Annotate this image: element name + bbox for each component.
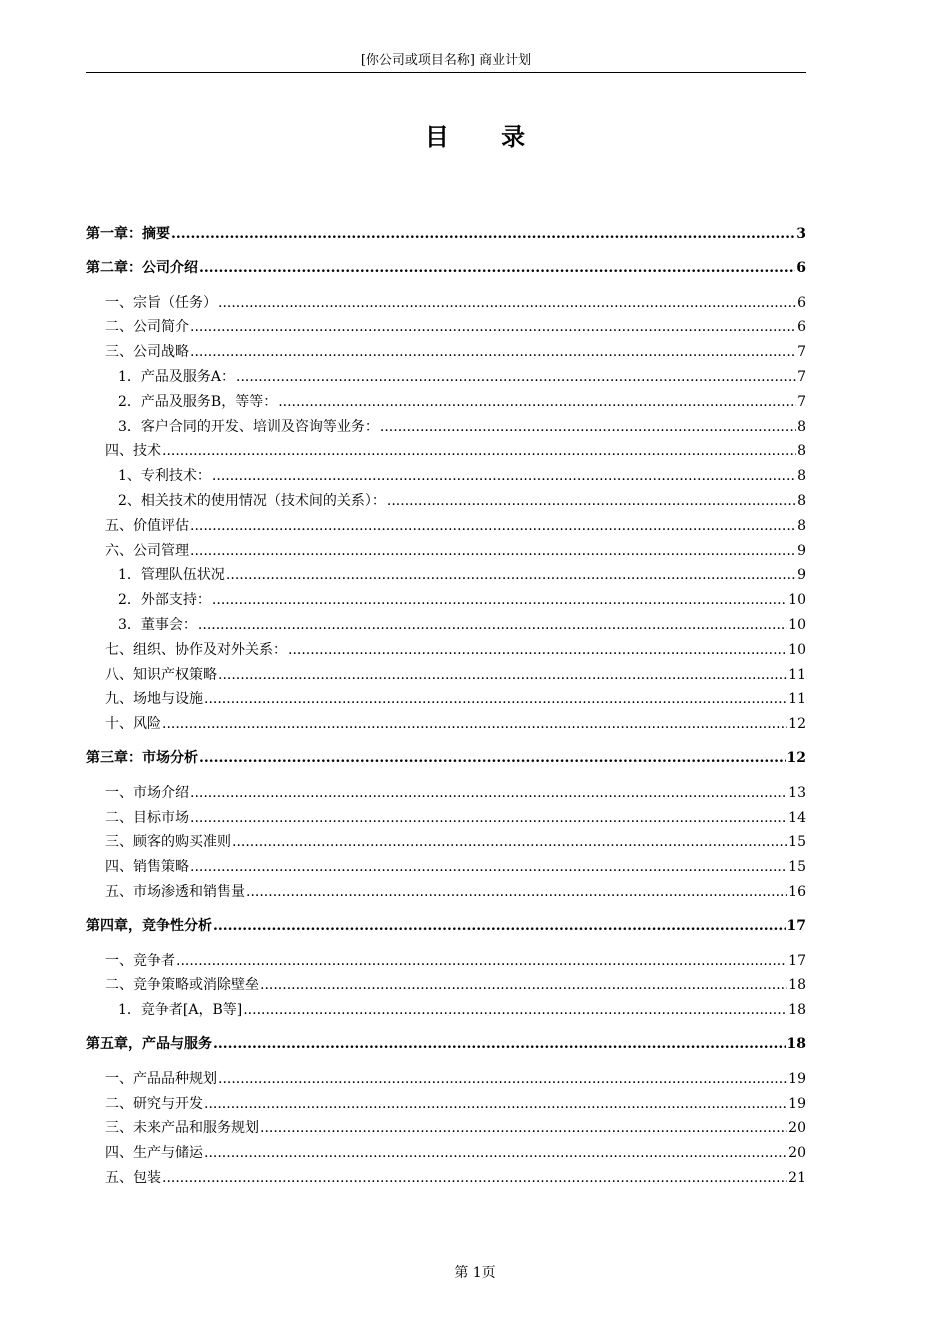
- toc-entry-page-number: 17: [786, 918, 806, 935]
- toc-chapter-entry[interactable]: [86, 1032, 806, 1057]
- toc-entry-label: 一、市场介绍: [105, 784, 189, 801]
- dot-leader: [243, 998, 787, 1023]
- toc-entry[interactable]: [86, 613, 806, 638]
- toc-entry-page-number: 18: [788, 1002, 806, 1019]
- toc-entry[interactable]: [86, 415, 806, 440]
- toc-entry[interactable]: [86, 464, 806, 489]
- toc-entry-page-number: 7: [797, 344, 806, 361]
- header-rule: [86, 72, 806, 73]
- dot-leader: [171, 222, 795, 247]
- dot-leader: [288, 638, 787, 663]
- dot-leader: [218, 1067, 787, 1092]
- toc-entry-page-number: 12: [786, 750, 806, 767]
- dot-leader: [260, 1116, 787, 1141]
- toc-entry-label: 五、价值评估: [105, 517, 189, 534]
- toc-entry-label: 三、顾客的购买准则: [105, 834, 231, 851]
- toc-entry-label: 四、生产与储运: [105, 1145, 203, 1162]
- dot-leader: [190, 781, 787, 806]
- toc-entry-label: 四、销售策略: [105, 859, 189, 876]
- toc-entry-page-number: 10: [788, 641, 806, 658]
- dot-leader: [204, 1092, 787, 1117]
- dot-leader: [190, 855, 787, 880]
- toc-entry-label: 1．管理队伍状况: [118, 567, 225, 584]
- toc-entry-page-number: 20: [788, 1145, 806, 1162]
- toc-entry[interactable]: [86, 998, 806, 1023]
- toc-entry-page-number: 8: [797, 418, 806, 435]
- dot-leader: [198, 613, 787, 638]
- toc-entry-label: 一、产品品种规划: [105, 1070, 217, 1087]
- toc-entry-page-number: 13: [788, 784, 806, 801]
- toc-entry[interactable]: [86, 588, 806, 613]
- toc-entry-label: 四、技术: [105, 443, 161, 460]
- dot-leader: [190, 315, 796, 340]
- toc-entry[interactable]: [86, 365, 806, 390]
- toc-entry-page-number: 7: [797, 368, 806, 385]
- toc-chapter-entry[interactable]: [86, 222, 806, 247]
- toc-entry-page-number: 9: [797, 542, 806, 559]
- toc-entry-label: 三、未来产品和服务规划: [105, 1120, 259, 1137]
- toc-entry-label: 1．竞争者[A，B等]: [118, 1002, 243, 1019]
- toc-entry-page-number: 10: [788, 616, 806, 633]
- toc-entry-label: 第五章，产品与服务: [86, 1036, 212, 1053]
- toc-entry[interactable]: [86, 855, 806, 880]
- page-footer: 第 1页: [454, 1265, 496, 1281]
- toc-entry-label: 一、竞争者: [105, 952, 175, 969]
- toc-entry-label: 3．客户合同的开发、培训及咨询等业务：: [118, 418, 379, 435]
- dot-leader: [190, 806, 787, 831]
- toc-entry-label: 二、竞争策略或消除壁垒: [105, 977, 259, 994]
- toc-entry-page-number: 6: [797, 319, 806, 336]
- toc-entry-page-number: 19: [788, 1095, 806, 1112]
- toc-entry-page-number: 21: [788, 1169, 806, 1186]
- dot-leader: [218, 663, 787, 688]
- toc-entry-page-number: 12: [788, 716, 806, 733]
- toc-entry[interactable]: [86, 880, 806, 905]
- toc-entry-label: 3．董事会：: [118, 616, 197, 633]
- dot-leader: [190, 340, 796, 365]
- toc-chapter-entry[interactable]: [86, 256, 806, 281]
- toc-entry-page-number: 8: [797, 492, 806, 509]
- toc-entry-label: 六、公司管理: [105, 542, 189, 559]
- toc-entry-label: 十、风险: [105, 716, 161, 733]
- toc-entry[interactable]: [86, 1116, 806, 1141]
- dot-leader: [246, 880, 787, 905]
- toc-entry[interactable]: [86, 1141, 806, 1166]
- toc-entry-page-number: 6: [796, 260, 806, 277]
- toc-entry-label: 第一章：摘要: [86, 226, 170, 242]
- dot-leader: [204, 687, 787, 712]
- toc-entry[interactable]: [86, 687, 806, 712]
- toc-entry-page-number: 9: [797, 567, 806, 584]
- dot-leader: [162, 712, 787, 737]
- toc-entry-label: 2．产品及服务B，等等：: [118, 393, 278, 410]
- toc-entry[interactable]: [86, 781, 806, 806]
- page-header: [你公司或项目名称] 商业计划: [360, 53, 532, 68]
- dot-leader: [213, 914, 786, 939]
- toc-entry[interactable]: [86, 973, 806, 998]
- toc-entry[interactable]: [86, 1067, 806, 1092]
- toc-entry-page-number: 18: [786, 1036, 806, 1053]
- dot-leader: [190, 514, 796, 539]
- dot-leader: [199, 256, 795, 281]
- toc-entry[interactable]: [86, 1166, 806, 1191]
- toc-entry-label: 三、公司战略: [105, 344, 189, 361]
- dot-leader: [199, 746, 786, 771]
- toc-entry-page-number: 20: [788, 1120, 806, 1137]
- toc-entry-label: 二、公司简介: [105, 319, 189, 336]
- toc-entry-page-number: 18: [788, 977, 806, 994]
- dot-leader: [387, 489, 796, 514]
- toc-entry[interactable]: [86, 514, 806, 539]
- toc-entry[interactable]: [86, 1092, 806, 1117]
- toc-entry-page-number: 8: [797, 468, 806, 485]
- toc-entry-page-number: 19: [788, 1070, 806, 1087]
- toc-entry-label: 二、研究与开发: [105, 1095, 203, 1112]
- toc-entry[interactable]: [86, 340, 806, 365]
- toc-entry[interactable]: [86, 439, 806, 464]
- dot-leader: [218, 291, 796, 316]
- dot-leader: [162, 439, 796, 464]
- toc-chapter-entry[interactable]: [86, 914, 806, 939]
- dot-leader: [176, 949, 787, 974]
- dot-leader: [212, 588, 787, 613]
- toc-chapter-entry[interactable]: [86, 746, 806, 771]
- toc-entry-page-number: 3: [796, 226, 806, 242]
- dot-leader: [278, 390, 796, 415]
- dot-leader: [190, 539, 796, 564]
- toc-entry[interactable]: [86, 663, 806, 688]
- toc-entry[interactable]: [86, 291, 806, 316]
- toc-entry[interactable]: [86, 315, 806, 340]
- dot-leader: [212, 464, 796, 489]
- toc-entry[interactable]: [86, 390, 806, 415]
- toc-entry-page-number: 15: [788, 834, 806, 851]
- toc-entry-label: 1、专利技术：: [118, 468, 211, 485]
- toc-entry-label: 一、宗旨（任务）: [105, 294, 217, 311]
- toc-entry-label: 五、市场渗透和销售量: [105, 883, 245, 900]
- toc-entry-label: 第四章，竞争性分析: [86, 918, 212, 935]
- toc-entry-page-number: 16: [788, 883, 806, 900]
- toc-entry[interactable]: [86, 563, 806, 588]
- toc-entry-page-number: 6: [797, 294, 806, 311]
- toc-entry-label: 1．产品及服务A：: [118, 368, 236, 385]
- dot-leader: [213, 1032, 786, 1057]
- toc-entry-label: 2．外部支持：: [118, 592, 211, 609]
- toc-entry-page-number: 17: [788, 952, 806, 969]
- table-of-contents: [86, 222, 806, 1191]
- toc-title: 目 录: [424, 122, 548, 151]
- toc-entry-label: 第二章：公司介绍: [86, 260, 198, 277]
- dot-leader: [232, 830, 787, 855]
- dot-leader: [260, 973, 787, 998]
- dot-leader: [204, 1141, 787, 1166]
- toc-entry[interactable]: [86, 830, 806, 855]
- toc-entry-label: 八、知识产权策略: [105, 666, 217, 683]
- toc-entry[interactable]: [86, 806, 806, 831]
- toc-entry[interactable]: [86, 539, 806, 564]
- dot-leader: [226, 563, 796, 588]
- dot-leader: [162, 1166, 787, 1191]
- toc-entry-page-number: 7: [797, 393, 806, 410]
- toc-entry[interactable]: [86, 949, 806, 974]
- toc-entry-page-number: 14: [788, 809, 806, 826]
- toc-entry-page-number: 8: [797, 517, 806, 534]
- dot-leader: [236, 365, 796, 390]
- toc-entry-label: 五、包装: [105, 1169, 161, 1186]
- toc-entry-page-number: 10: [788, 592, 806, 609]
- toc-entry-label: 七、组织、协作及对外关系：: [105, 641, 287, 658]
- toc-entry-page-number: 8: [797, 443, 806, 460]
- toc-entry[interactable]: [86, 638, 806, 663]
- toc-entry[interactable]: [86, 712, 806, 737]
- toc-entry-label: 九、场地与设施: [105, 691, 203, 708]
- toc-entry-page-number: 11: [788, 691, 806, 708]
- toc-entry[interactable]: [86, 489, 806, 514]
- toc-entry-page-number: 15: [788, 859, 806, 876]
- toc-entry-label: 2、相关技术的使用情况（技术间的关系）：: [118, 492, 386, 509]
- dot-leader: [380, 415, 796, 440]
- toc-entry-label: 第三章：市场分析: [86, 750, 198, 767]
- toc-entry-page-number: 11: [788, 666, 806, 683]
- toc-entry-label: 二、目标市场: [105, 809, 189, 826]
